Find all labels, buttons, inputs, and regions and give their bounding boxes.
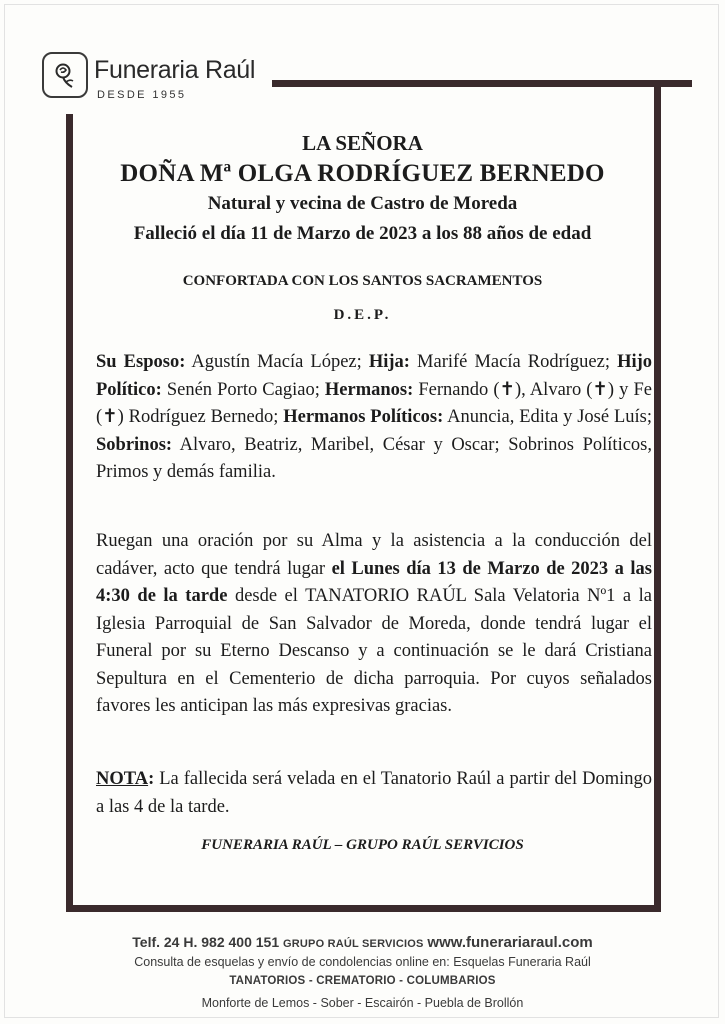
footer-online: Consulta de esquelas y envío de condolencias online en: Esquelas Funeraria Raúl (134, 955, 591, 969)
hija-label: Hija: (368, 352, 410, 372)
frame-bottom (66, 905, 661, 912)
sobrinos-label: Sobrinos: (96, 434, 173, 455)
footer-services: TANATORIOS - CREMATORIO - COLUMBARIOS (229, 975, 496, 987)
sacraments-line: CONFORTADA CON LOS SANTOS SACRAMENTOS (182, 273, 543, 289)
hija-value: Marifé Macía Rodríguez; (409, 352, 618, 372)
death-date-line: Falleció el día 11 de Marzo de 2023 a los 88 años de edad (133, 223, 592, 244)
signature-line: FUNERARIA RAÚL – GRUPO RAÚL SERVICIOS (201, 837, 524, 853)
logo (42, 52, 88, 98)
title-honorific: LA SEÑORA (302, 131, 423, 155)
hermanos-label: Hermanos: (324, 379, 414, 400)
hijo-politico-label: Hijo Político: (96, 352, 653, 400)
cross-bar-horizontal (272, 80, 692, 87)
esposo-value: Agustín Macía López; (185, 352, 369, 372)
esposo-label: Su Esposo: (96, 352, 186, 372)
nota-label: NOTA (96, 769, 149, 789)
brand-since: DESDE 1955 (97, 89, 187, 101)
ceremony-text-after: desde el TANATORIO RAÚL Sala Velatoria Nº1 a la Iglesia Parroquial de San Salvador de Moreda, donde tendrá lugar el Funeral por su Eterno Descanso y a continuación se le dará Cristiana Sepultura en el Cementerio de dicha parroquia. Por cuyos señalados favores les anticipan las más expresivas gracias. (96, 586, 652, 716)
sobrinos-value: Alvaro, Beatriz, Maribel, César y Oscar; Sobrinos Políticos, Primos y demás familia. (96, 434, 652, 482)
hermanos-value: Fernando (✝), Alvaro (✝) y Fe (✝) Rodríguez Bernedo; (96, 379, 652, 427)
ceremony-paragraph (96, 528, 652, 721)
family-paragraph (96, 349, 652, 487)
dep-line: D.E.P. (333, 307, 392, 323)
footer-contact (0, 934, 725, 951)
rose-icon (50, 60, 80, 90)
footer-locations: Monforte de Lemos - Sober - Escairón - Puebla de Brollón (201, 996, 524, 1010)
hermanos-politicos-value: Anuncia, Edita y José Luís; (443, 407, 652, 427)
footer-group: GRUPO RAÚL SERVICIOS (283, 938, 424, 950)
deceased-name: DOÑA Mª OLGA RODRÍGUEZ BERNEDO (120, 160, 605, 187)
footer-phone: Telf. 24 H. 982 400 151 (132, 934, 280, 950)
footer-website[interactable]: www.funerariaraul.com (427, 934, 593, 951)
ceremony-text-before: Ruegan una oración por su Alma y la asistencia a la conducción del cadáver, acto que tendrá lugar (96, 531, 652, 579)
ceremony-date: el Lunes día 13 de Marzo de 2023 a las 4:30 de la tarde (96, 558, 652, 606)
brand-name: Funeraria Raúl (94, 56, 256, 84)
nota-paragraph (96, 766, 652, 821)
hermanos-politicos-label: Hermanos Políticos: (283, 407, 444, 427)
nota-text: La fallecida será velada en el Tanatorio Raúl a partir del Domingo a las 4 de la tarde. (96, 769, 652, 817)
origin-line: Natural y vecina de Castro de Moreda (207, 193, 518, 214)
hijo-politico-value: Senén Porto Cagiao; (161, 379, 325, 400)
page-border (4, 4, 719, 1018)
nota-colon: : (148, 769, 155, 789)
